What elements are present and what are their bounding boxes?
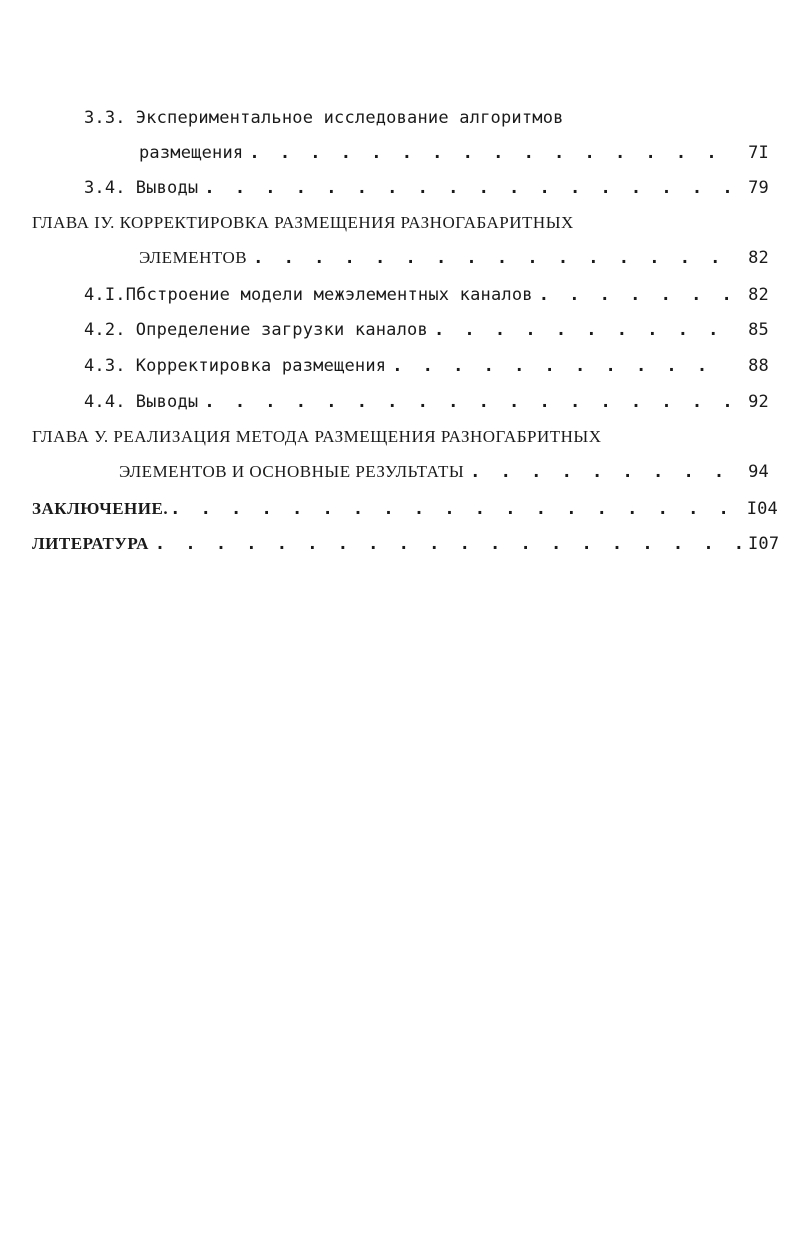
toc-entry-literature: [32, 529, 778, 559]
toc-chapter-title: ГЛАВА У. РЕАЛИЗАЦИЯ МЕТОДА РАЗМЕЩЕНИЯ РАЗНОГАБРИТНЫХ: [32, 427, 602, 446]
toc-page-number: 82: [748, 248, 769, 268]
toc-entry-4-4: [84, 387, 769, 417]
toc-entry-number: 3.4.: [84, 178, 126, 198]
toc-entry-3-3-line2: [139, 138, 769, 168]
toc-entry-number: 4.4.: [84, 392, 126, 412]
dot-leader: [249, 138, 729, 168]
toc-entry-4-2: [84, 315, 769, 345]
toc-entry-4-3: [84, 351, 769, 381]
toc-entry-title: Выводы: [135, 178, 199, 198]
dot-leader: [539, 280, 729, 310]
toc-entry-title: Корректировка размещения: [135, 356, 387, 376]
toc-page-number: 7I: [748, 143, 769, 163]
toc-page-number: 94: [748, 462, 769, 482]
toc-page-number: 88: [748, 356, 769, 376]
dot-leader: [155, 529, 742, 559]
toc-entry-title: Определение загрузки каналов: [135, 320, 428, 340]
toc-page-number: 92: [748, 392, 769, 412]
toc-entry-3-3-line1: [84, 103, 774, 133]
toc-page-number: 82: [748, 285, 769, 305]
toc-page-number: I07: [748, 534, 780, 554]
toc-entry-number: 4.3.: [84, 356, 126, 376]
toc-entry-number: 3.3.: [84, 108, 126, 128]
dot-leader: [470, 457, 729, 487]
toc-chapter-title: ГЛАВА IУ. КОРРЕКТИРОВКА РАЗМЕЩЕНИЯ РАЗНОГАБАРИТНЫХ: [32, 213, 574, 232]
toc-entry-title: ЗАКЛЮЧЕНИЕ.: [32, 499, 169, 518]
toc-entry-number: 4.I.: [84, 285, 126, 305]
toc-entry-title-continued: размещения: [139, 143, 244, 163]
dot-leader: [204, 387, 729, 417]
toc-page-number: 79: [748, 178, 769, 198]
toc-chapter-5-line1: [32, 422, 772, 452]
toc-chapter-title-continued: ЭЛЕМЕНТОВ: [139, 248, 248, 267]
toc-entry-title: Выводы: [135, 392, 199, 412]
toc-page-number: I04: [746, 499, 778, 519]
toc-chapter-5-line2: [119, 457, 769, 487]
toc-chapter-title-continued: ЭЛЕМЕНТОВ И ОСНОВНЫЕ РЕЗУЛЬТАТЫ: [119, 462, 465, 481]
toc-chapter-4-line2: [139, 243, 769, 273]
toc-entry-title: Пбстроение модели межэлементных каналов: [125, 285, 533, 305]
toc-entry-4-1: [84, 280, 769, 310]
toc-entry-number: 4.2.: [84, 320, 126, 340]
toc-entry-title: ЛИТЕРАТУРА: [32, 534, 149, 553]
toc-entry-3-4: [84, 173, 769, 203]
dot-leader: [392, 351, 729, 381]
dot-leader: [204, 173, 729, 203]
dot-leader: [170, 494, 738, 524]
toc-entry-conclusion: [32, 494, 778, 524]
toc-chapter-4-line1: [32, 208, 772, 238]
toc-page-number: 85: [748, 320, 769, 340]
dot-leader: [253, 243, 729, 273]
dot-leader: [434, 315, 729, 345]
toc-entry-title: Экспериментальное исследование алгоритмов: [135, 108, 564, 128]
